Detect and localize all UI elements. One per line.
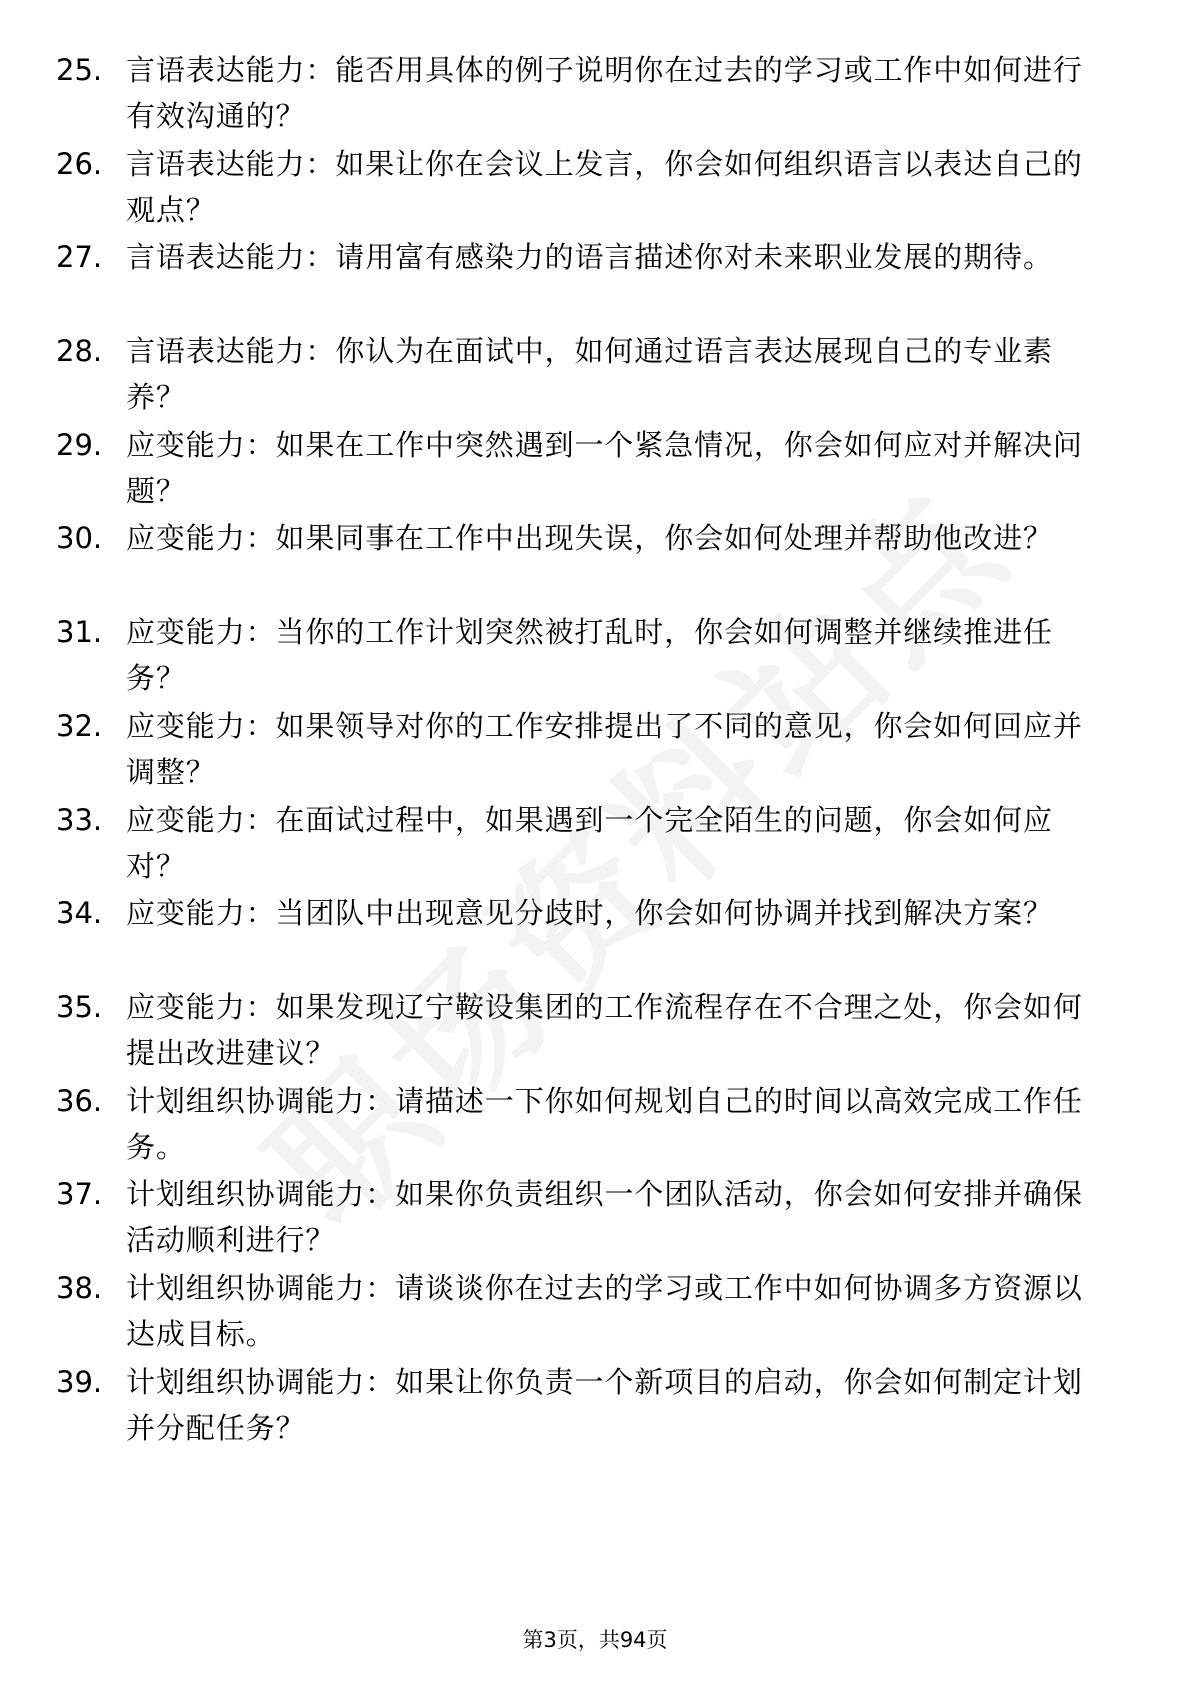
list-item: [0, 422, 1190, 516]
question-text: 计划组织协调能力：请谈谈你在过去的学习或工作中如何协调多方资源以达成目标。: [126, 1270, 1083, 1351]
question-number: 36.: [56, 1083, 103, 1118]
question-text: 应变能力：当团队中出现意见分歧时，你会如何协调并找到解决方案？: [126, 896, 1053, 931]
question-text: 言语表达能力：如果让你在会议上发言，你会如何组织语言以表达自己的观点？: [126, 146, 1083, 227]
list-item: [0, 234, 1190, 328]
list-item: [0, 1171, 1190, 1265]
question-text: 应变能力：在面试过程中，如果遇到一个完全陌生的问题，你会如何应对？: [126, 802, 1053, 883]
question-number: 37.: [56, 1177, 103, 1212]
question-text: 计划组织协调能力：如果你负责组织一个团队活动，你会如何安排并确保活动顺利进行？: [126, 1177, 1083, 1258]
question-number: 28.: [56, 334, 103, 369]
list-item: [0, 1359, 1190, 1453]
list-item: [0, 47, 1190, 141]
question-number: 30.: [56, 521, 103, 556]
question-text: 应变能力：如果发现辽宁鞍设集团的工作流程存在不合理之处，你会如何提出改进建议？: [126, 989, 1083, 1070]
list-item: [0, 797, 1190, 891]
question-number: 38.: [56, 1270, 103, 1305]
list-item: [0, 328, 1190, 422]
question-list: [0, 47, 1190, 1452]
question-number: 29.: [56, 427, 103, 462]
question-number: 35.: [56, 989, 103, 1024]
question-number: 33.: [56, 802, 103, 837]
question-text: 应变能力：当你的工作计划突然被打乱时，你会如何调整并继续推进任务？: [126, 615, 1053, 696]
question-text: 计划组织协调能力：请描述一下你如何规划自己的时间以高效完成工作任务。: [126, 1083, 1083, 1164]
list-item: [0, 515, 1190, 609]
question-text: 应变能力：如果领导对你的工作安排提出了不同的意见，你会如何回应并调整？: [126, 708, 1083, 789]
question-text: 应变能力：如果在工作中突然遇到一个紧急情况，你会如何应对并解决问题？: [126, 427, 1083, 508]
list-item: [0, 703, 1190, 797]
list-item: [0, 984, 1190, 1078]
question-text: 言语表达能力：能否用具体的例子说明你在过去的学习或工作中如何进行有效沟通的？: [126, 53, 1083, 133]
question-number: 27.: [56, 240, 103, 275]
list-item: [0, 890, 1190, 984]
list-item: [0, 141, 1190, 235]
question-number: 25.: [56, 53, 103, 87]
question-text: 言语表达能力：你认为在面试中，如何通过语言表达展现自己的专业素养？: [126, 334, 1053, 415]
question-number: 39.: [56, 1364, 103, 1399]
question-number: 32.: [56, 708, 103, 743]
list-item: [0, 1265, 1190, 1359]
question-number: 31.: [56, 615, 103, 650]
list-item: [0, 609, 1190, 703]
question-text: 计划组织协调能力：如果让你负责一个新项目的启动，你会如何制定计划并分配任务？: [126, 1364, 1083, 1445]
question-text: 言语表达能力：请用富有感染力的语言描述你对未来职业发展的期待。: [126, 240, 1053, 275]
page-footer: 第3页，共94页: [522, 1628, 668, 1652]
question-number: 34.: [56, 896, 103, 931]
question-text: 应变能力：如果同事在工作中出现失误，你会如何处理并帮助他改进？: [126, 521, 1053, 556]
list-item: [0, 1078, 1190, 1172]
question-number: 26.: [56, 146, 103, 181]
